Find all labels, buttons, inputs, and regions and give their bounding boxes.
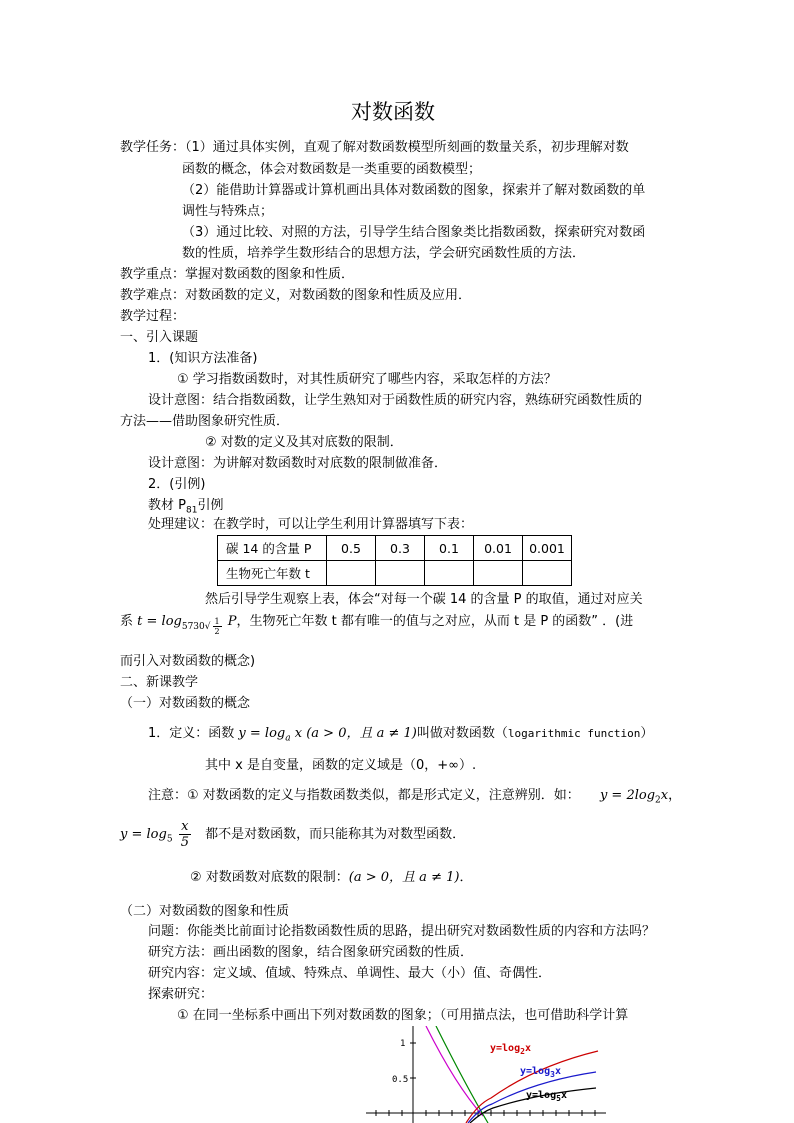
after-line2-pre: 系 <box>120 614 134 629</box>
label-log3: $y=\log_3x$ <box>520 1066 561 1079</box>
question1: ① 学习指数函数时，对其性质研究了哪些内容，采取怎样的方法？ <box>177 372 557 387</box>
table-cell: 0.1 <box>425 536 474 561</box>
label-log5: $y=\log_5x$ <box>526 1090 567 1103</box>
table-cell-empty <box>425 561 474 586</box>
key-point: 教学重点：掌握对数函数的图象和性质． <box>120 267 355 282</box>
research-content: 研究内容：定义域、值域、特殊点、单调性、最大（小）值、奇偶性． <box>148 966 552 981</box>
note2-num: x <box>179 819 191 835</box>
after-table-line3: 而引入对数函数的概念) <box>120 654 256 669</box>
y-tick-05: 0.5 <box>392 1075 409 1085</box>
table-cell-empty <box>474 561 523 586</box>
sqrt-den: 2 <box>214 626 220 636</box>
task1-text-a: （1）通过具体实例，直观了解对数函数模型所刻画的数量关系，初步理解对数 <box>185 140 629 155</box>
formula-t: t = log <box>137 614 182 629</box>
design-intent1-a: 设计意图：结合指数函数，让学生熟知对于函数性质的研究内容，熟练研究函数性质的 <box>148 393 643 408</box>
formula-base-num: 5730 <box>181 621 205 632</box>
design-intent1-b: 方法——借助图象研究性质． <box>120 414 290 429</box>
label-log2: $y=\log_2x$ <box>490 1043 531 1056</box>
note2-post: 都不是对数函数，而只能称其为对数型函数． <box>205 827 466 842</box>
note2-formula: y = log <box>120 827 167 842</box>
table-row1-label: 碳 14 的含量 P <box>218 536 327 561</box>
note2-fraction <box>179 819 191 850</box>
note1-base: 2 <box>655 795 661 806</box>
textbook-page: 81 <box>185 505 198 516</box>
textbook-post: 引例 <box>197 498 224 513</box>
explore-heading: 探索研究： <box>148 987 214 1002</box>
section1-item2: 2．(引例) <box>148 477 206 492</box>
formula-P: P <box>227 614 237 629</box>
y-tick-1: 1 <box>400 1039 406 1049</box>
table-cell: 0.01 <box>474 536 523 561</box>
note3-condition: (a > 0，且 a ≠ 1) <box>348 870 460 885</box>
curve-pink <box>426 1026 483 1116</box>
note3-end: ． <box>459 870 473 885</box>
sqrt-icon: √ <box>204 621 211 632</box>
definition-close: ） <box>640 726 654 741</box>
design-intent2: 设计意图：为讲解对数函数时对底数的限制做准备． <box>148 456 448 471</box>
after-line2-post: ，生物死亡年数 t 都有唯一的值与之对应，从而 t 是 P 的函数” ．(进 <box>236 614 634 629</box>
section1-item1: 1．(知识方法准备) <box>148 351 258 366</box>
question2: ② 对数的定义及其对底数的限制． <box>205 435 403 450</box>
note3-pre: ② 对数函数对底数的限制： <box>190 870 349 885</box>
subsection2-heading: （二）对数函数的图象和性质 <box>120 904 290 919</box>
definition-condition: x (a > 0，且 a ≠ 1) <box>294 726 417 741</box>
research-method: 研究方法：画出函数的图象，结合图象研究函数的性质． <box>148 945 474 960</box>
note2-base: 5 <box>166 834 173 845</box>
note1-formula: y = 2log <box>599 788 656 803</box>
task2-text-a: （2）能借助计算器或计算机画出具体对数函数的图象，探索并了解对数函数的单 <box>182 183 646 198</box>
section2-heading: 二、新课教学 <box>120 675 199 690</box>
task3-text-b: 数的性质，培养学生数形结合的思想方法，学会研究函数性质的方法． <box>182 246 586 261</box>
note3 <box>190 868 472 888</box>
table-cell-empty <box>376 561 425 586</box>
after-table-line1: 然后引导学生观察上表，体会“对每一个碳 14 的含量 P 的取值，通过对应关 <box>205 592 643 607</box>
question: 问题：你能类比前面讨论指数函数性质的思路，提出研究对数函数性质的内容和方法吗？ <box>148 924 656 939</box>
textbook-pre: 教材 P <box>148 498 186 513</box>
table-cell-empty <box>523 561 572 586</box>
log-graph <box>366 1026 606 1123</box>
note1 <box>148 786 681 811</box>
note1-comma: ， <box>668 788 682 803</box>
task3-text-a: （3）通过比较、对照的方法，引导学生结合图象类比指数函数，探索研究对数函 <box>182 225 646 240</box>
formula-sqrt-frac <box>213 617 222 636</box>
definition <box>148 724 653 749</box>
task1-text-b: 函数的概念，体会对数函数是一类重要的函数模型； <box>182 162 482 177</box>
suggestion: 处理建议：在教学时，可以让学生利用计算器填写下表： <box>148 517 474 532</box>
table-cell: 0.5 <box>327 536 376 561</box>
subsection1-heading: （一）对数函数的概念 <box>120 696 251 711</box>
sqrt-num: 1 <box>214 616 220 626</box>
table-row2-label: 生物死亡年数 t <box>218 561 327 586</box>
definition-base: a <box>285 733 291 744</box>
process-heading: 教学过程： <box>120 309 186 324</box>
domain-text: 其中 x 是自变量，函数的定义域是（0，+∞）. <box>205 758 477 773</box>
tasks-label: 教学任务： <box>120 140 186 155</box>
section1-heading: 一、引入课题 <box>120 330 199 345</box>
carbon-table <box>217 535 572 586</box>
page-title: 对数函数 <box>351 100 435 124</box>
table-cell: 0.3 <box>376 536 425 561</box>
table-row <box>218 536 572 561</box>
table-cell-empty <box>327 561 376 586</box>
task2-text-b: 调性与特殊点； <box>182 204 274 219</box>
note1-pre: 注意：① 对数函数的定义与指数函数类似，都是形式定义，注意辨别．如： <box>148 788 580 803</box>
table-row <box>218 561 572 586</box>
curve-green <box>436 1026 488 1123</box>
formula-base <box>181 616 224 636</box>
tasks-line1 <box>120 138 629 158</box>
definition-pre: 1．定义：函数 <box>148 726 235 741</box>
after-table-line2 <box>120 610 633 639</box>
note2 <box>120 818 465 857</box>
definition-post: 叫做对数函数（ <box>416 726 508 741</box>
table-cell: 0.001 <box>523 536 572 561</box>
definition-english: logarithmic function <box>507 727 641 740</box>
note2-den: 5 <box>180 835 189 850</box>
definition-formula: y = log <box>238 726 286 741</box>
difficulty: 教学难点：对数函数的定义，对数函数的图象和性质及应用． <box>120 288 472 303</box>
note1-x: x <box>660 788 669 803</box>
explore-item1: ① 在同一坐标系中画出下列对数函数的图象；（可用描点法，也可借助科学计算 <box>177 1008 629 1023</box>
